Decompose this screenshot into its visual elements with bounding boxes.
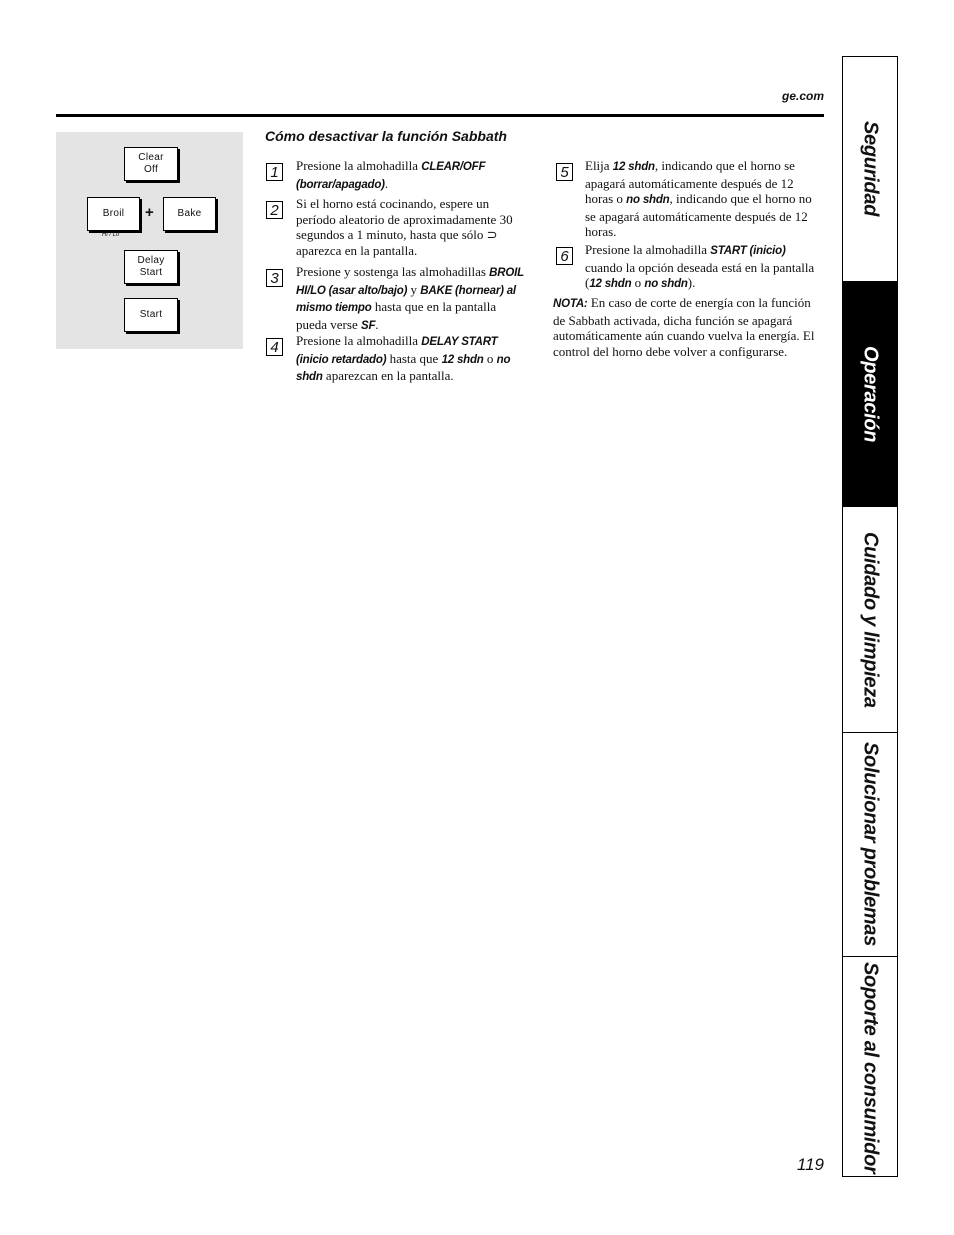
step-5-text [585,158,823,240]
step-bold: no shdn [644,278,688,290]
page-number: 119 [796,1155,824,1174]
tab-label: Operación [859,345,882,443]
plus-sign: + [145,204,154,221]
step-bold: 12 shdn [441,353,484,366]
step-6-text [585,242,823,293]
tab-cuidado-y-limpieza[interactable] [843,507,897,733]
section-heading: Cómo desactivar la función Sabbath [265,128,507,144]
step-text: Presione la almohadilla [585,242,711,257]
tab-label: Cuidado y limpieza [859,531,882,708]
step-text: cuando la opción deseada está en la pantalla ( [585,259,815,290]
step-number: 6 [556,247,573,265]
step-text: Presione la almohadilla [296,333,422,348]
delay-start-key-line2: Start [139,267,163,278]
tab-label: Solucionar problemas [859,742,882,947]
step-text: Presione y sostenga las almohadillas [296,264,490,279]
start-key [124,298,178,332]
step-number: 5 [556,163,573,181]
step-3-text [296,264,530,334]
step-text: , indicando que el horno se apagará automáticamente después de 12 horas o [585,158,795,206]
step-bold: 12 shdn [612,161,655,173]
step-text: . [375,316,379,332]
step-text: aparezcan en la pantalla. [322,368,454,383]
tab-solucionar-problemas[interactable] [843,733,897,957]
step-text: y [407,281,421,297]
step-bold: 12 shdn [589,278,632,290]
clear-off-key [124,147,178,181]
side-tab-bar [842,56,898,1177]
step-1-text [296,158,530,193]
step-2-text [296,196,530,258]
step-text: Elija [585,158,613,173]
tab-label: Soporte al consumidor [859,961,882,1174]
step-bold: CLEAR/OFF (borrar/apagado) [296,161,486,191]
tab-soporte-al-consumidor[interactable] [843,957,897,1178]
step-number: 1 [266,163,283,181]
step-bold: SF [360,319,376,332]
step-number: 3 [266,269,283,287]
tab-operacion[interactable] [843,282,897,507]
start-key-label: Start [139,309,163,320]
header-rule [56,114,824,117]
note-label: NOTA: [553,298,588,310]
clear-off-key-line1: Clear [138,152,164,163]
step-number: 4 [266,338,283,356]
step-text: Si el horno está cocinando, espere un período aleatorio de aproximadamente 30 segundos a 1 minuto, hasta que sólo ⊃ aparezca en la pantalla. [296,196,513,258]
delay-start-key-line1: Delay [137,255,165,266]
site-url: ge.com [781,89,824,103]
step-text: , indicando que el horno no se apagará automáticamente después de 12 horas. [585,191,812,239]
step-number: 2 [266,201,283,219]
step-text: o [631,275,645,290]
note-text: En caso de corte de energía con la función de Sabbath activada, dicha función se apagará automáticamente aún cuando vuelva la energía. El control del horno debe volver a configurarse. [553,295,815,359]
clear-off-key-line2: Off [143,164,159,175]
step-text: ). [687,275,696,290]
broil-key [87,197,140,231]
step-bold: START (inicio) [710,245,786,257]
step-text: Presione la almohadilla [296,158,422,173]
step-bold: no shdn [626,194,670,206]
step-bold: no shdn [296,353,511,383]
bake-key-label: Bake [177,208,202,219]
step-bold: DELAY START (inicio retardado) [296,336,498,366]
broil-key-label: Broil [102,208,125,219]
step-text: . [384,175,389,191]
tab-seguridad[interactable] [843,57,897,282]
hi-lo-label: Hi / Lo [102,232,120,238]
step-bold: BROIL HI/LO (asar alto/bajo) [296,267,524,297]
step-text: hasta que [386,350,442,366]
step-text: o [483,350,497,366]
step-bold: BAKE (hornear) al mismo tiempo [296,284,516,314]
note-paragraph [553,295,823,359]
tab-label: Seguridad [859,121,882,217]
delay-start-key [124,250,178,284]
step-text: hasta que en la pantalla pueda verse [296,299,497,332]
control-panel-illustration [56,132,243,349]
bake-key [163,197,216,231]
step-4-text [296,333,530,386]
